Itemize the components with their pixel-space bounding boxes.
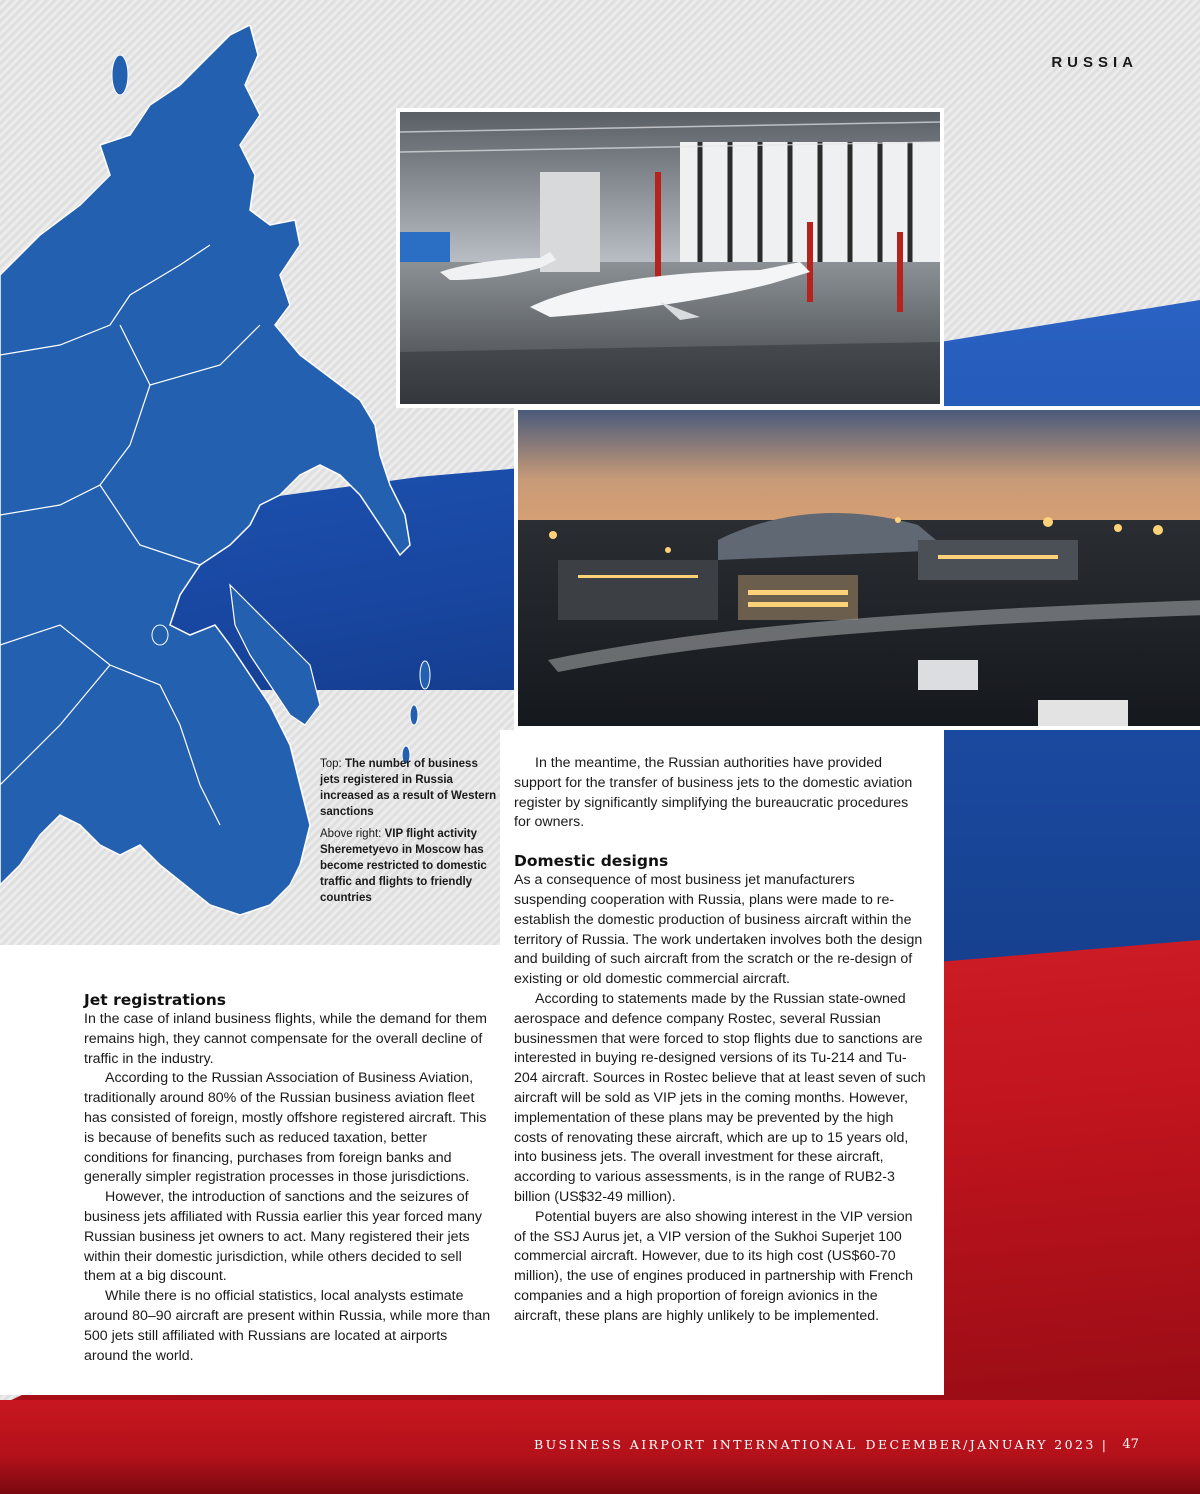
footer-separator: | [1101,1437,1109,1452]
caption-right [320,826,500,906]
paragraph: In the meantime, the Russian authorities have provided support for the transfer of business jets to the domestic aviation register by significantly simplifying the bureaucratic procedures for owners. [514,755,913,831]
paragraph: Potential buyers are also showing interest in the VIP version of the SSJ Aurus jet, a VIP version of the Sukhoi Superjet 100 commercial aircraft. However, due to its high cost (US$60-70 million), the use of engines produced in partnership with French companies and a high proportion of foreign avionics in the aircraft, these plans are highly unlikely to be implemented. [514,1208,914,1324]
map-island-1 [112,55,128,95]
map-island-2 [152,625,168,645]
paragraph: As a consequence of most business jet manufacturers suspending cooperation with Russia, plans were made to re-establish the domestic production of business aircraft within the territory of Russia. The work undertaken involves both the design and building of such aircraft from the scratch or the re-design of existing or old domestic commercial aircraft. [514,872,923,988]
article-column-right [514,754,926,1327]
paragraph: According to statements made by the Russian state-owned aerospace and defence company Rostec, several Russian businessmen that were forced to stop flights due to sanctions are interested in buying re-designed versions of its Tu-214 and Tu-204 aircraft. Sources in Rostec believe that at least seven of such aircraft will be sold as VIP jets in the coming months. However, implementation of these plans may be prevented by the high costs of renovating these aircraft, which are up to 15 years old, into business jets. The overall investment for these aircraft, according to various assessments, is in the range of RUB2-3 billion (US$32-49 million). [514,990,926,1205]
hangar-business-jets-photo [400,112,940,404]
caption-right-prefix: Above right: [320,828,385,840]
section-tag: RUSSIA [1051,54,1138,71]
caption-top-prefix: Top: [320,758,345,770]
caption-top-text: The number of business jets registered in Russia increased as a result of Western sanctions [320,758,497,818]
heading-jet-registrations: Jet registrations [84,991,227,1009]
heading-domestic-designs: Domestic designs [514,852,669,871]
paragraph: According to the Russian Association of Business Aviation, traditionally around 80% of the Russian business aviation fleet has consisted of foreign, mostly offshore registered aircraft. This is because of benefits such as reduced taxation, better conditions for financing, purchases from foreign banks and generally simpler registration processes in those jurisdictions. [84,1070,487,1186]
hangar-photo [396,108,944,408]
paragraph: In the case of inland business flights, while the demand for them remains high, they cannot compensate for the overall decline of traffic in the industry. [84,1011,487,1067]
sheremetyevo-airport-night-photo [518,410,1200,726]
page-number: 47 [1122,1437,1139,1452]
paragraph: While there is no official statistics, local analysts estimate around 80–90 aircraft are present within Russia, while more than 500 jets still affiliated with Russians are located at airports around the world. [84,1288,491,1364]
caption-right-text: VIP flight activity Sheremetyevo in Moscow has become restricted to domestic traffic and flights to friendly countries [320,828,487,904]
photo-caption [320,756,500,912]
footer-publication: BUSINESS AIRPORT INTERNATIONAL [534,1437,858,1452]
caption-top [320,756,500,820]
footer-issue: DECEMBER/JANUARY 2023 [865,1437,1096,1452]
paragraph: However, the introduction of sanctions and the seizures of business jets affiliated with Russia earlier this year forced many Russian business jet owners to act. Many registered their jets within their domestic jurisdiction, while others decided to sell them at a big discount. [84,1189,482,1285]
map-island-3 [420,661,430,689]
article-column-left [84,990,494,1366]
map-island-4 [410,705,418,725]
page-footer [534,1437,1154,1452]
airport-photo [514,406,1200,730]
